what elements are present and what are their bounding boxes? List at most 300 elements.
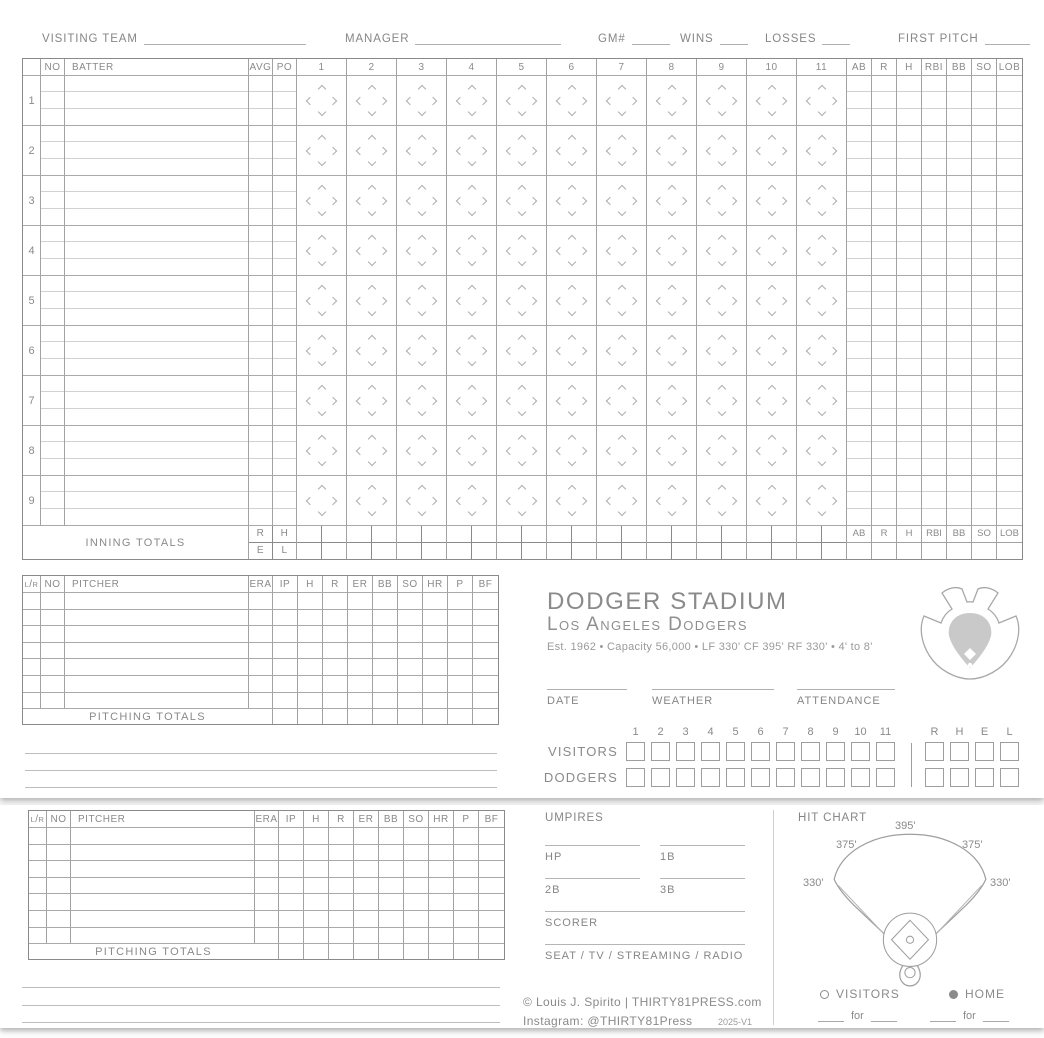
write-in-cell[interactable] xyxy=(922,192,946,208)
inning-scoring-cell[interactable] xyxy=(297,226,347,276)
write-in-cell[interactable] xyxy=(947,276,971,292)
write-in-cell[interactable] xyxy=(897,359,921,375)
inning-scoring-cell[interactable] xyxy=(497,76,547,126)
write-in-cell[interactable] xyxy=(947,159,971,175)
home-legend[interactable] xyxy=(949,987,1005,1001)
write-in-cell[interactable] xyxy=(922,509,946,525)
pitcher-row-cell[interactable] xyxy=(47,861,71,878)
write-in-cell[interactable] xyxy=(65,392,248,408)
pitcher-row-cell[interactable] xyxy=(354,878,379,895)
pitcher-row-cell[interactable] xyxy=(454,828,479,845)
inning-total-cell[interactable] xyxy=(447,543,472,560)
inning-scoring-cell[interactable] xyxy=(297,276,347,326)
pitcher-row-cell[interactable] xyxy=(348,643,373,660)
pitcher-row-cell[interactable] xyxy=(354,911,379,928)
inning-scoring-cell[interactable] xyxy=(347,376,397,426)
pitcher-row-cell[interactable] xyxy=(423,676,448,693)
pitcher-row-cell[interactable] xyxy=(298,643,323,660)
write-in-cell[interactable] xyxy=(872,392,896,408)
write-in-cell[interactable] xyxy=(897,142,921,158)
write-in-cell[interactable] xyxy=(922,259,946,275)
pitcher-row-cell[interactable] xyxy=(398,693,423,710)
wins-line[interactable] xyxy=(720,32,748,45)
write-in-cell[interactable] xyxy=(972,309,996,325)
write-in-cell[interactable] xyxy=(897,76,921,92)
write-in-cell[interactable] xyxy=(947,342,971,358)
pitcher-row-cell[interactable] xyxy=(454,894,479,911)
pitching-total-cell[interactable] xyxy=(329,944,354,959)
pitcher-row-cell[interactable] xyxy=(279,911,304,928)
write-in-cell[interactable] xyxy=(273,442,296,458)
inning-scoring-cell[interactable] xyxy=(347,326,397,376)
inning-score-box[interactable] xyxy=(826,768,845,787)
inning-total-cell[interactable] xyxy=(597,526,622,543)
write-in-cell[interactable] xyxy=(847,226,871,242)
write-in-cell[interactable] xyxy=(972,276,996,292)
write-in-cell[interactable] xyxy=(249,409,272,425)
stat-score-box[interactable] xyxy=(950,768,969,787)
inning-total-cell[interactable] xyxy=(322,543,347,560)
inning-total-cell[interactable] xyxy=(697,526,722,543)
pitcher-row-cell[interactable] xyxy=(273,676,298,693)
write-in-cell[interactable] xyxy=(922,159,946,175)
write-in-cell[interactable] xyxy=(41,409,64,425)
pitching-total-cell[interactable] xyxy=(404,944,429,959)
pitcher-row-cell[interactable] xyxy=(379,894,404,911)
write-in-cell[interactable] xyxy=(897,376,921,392)
write-in-cell[interactable] xyxy=(997,242,1022,258)
write-in-cell[interactable] xyxy=(273,92,296,108)
pitcher-row-cell[interactable] xyxy=(304,911,329,928)
write-in-cell[interactable] xyxy=(947,459,971,475)
write-in-cell[interactable] xyxy=(273,292,296,308)
write-in-cell[interactable] xyxy=(847,409,871,425)
write-in-cell[interactable] xyxy=(872,376,896,392)
write-in-cell[interactable] xyxy=(249,459,272,475)
pitcher-row-cell[interactable] xyxy=(47,845,71,862)
umpire-3b-field[interactable] xyxy=(660,878,745,896)
inning-scoring-cell[interactable] xyxy=(347,226,397,276)
pitcher-row-cell[interactable] xyxy=(473,676,498,693)
losses-line[interactable] xyxy=(822,32,850,45)
write-in-cell[interactable] xyxy=(872,409,896,425)
pitcher-row-cell[interactable] xyxy=(448,676,473,693)
inning-score-box[interactable] xyxy=(726,768,745,787)
inning-scoring-cell[interactable] xyxy=(597,76,647,126)
write-in-cell[interactable] xyxy=(947,376,971,392)
pitcher-row-cell[interactable] xyxy=(23,610,41,627)
pitching-total-cell[interactable] xyxy=(323,709,348,724)
pitcher-row-cell[interactable] xyxy=(348,610,373,627)
write-in-cell[interactable] xyxy=(997,209,1022,225)
pitcher-row-cell[interactable] xyxy=(423,626,448,643)
inning-score-box[interactable] xyxy=(776,768,795,787)
inning-total-cell[interactable] xyxy=(372,526,397,543)
write-in-cell[interactable] xyxy=(249,126,272,142)
write-in-cell[interactable] xyxy=(273,109,296,125)
inning-scoring-cell[interactable] xyxy=(697,326,747,376)
stat-score-box[interactable] xyxy=(975,742,994,761)
inning-scoring-cell[interactable] xyxy=(447,426,497,476)
inning-total-cell[interactable] xyxy=(522,526,547,543)
write-in-cell[interactable] xyxy=(41,442,64,458)
pitcher-row-cell[interactable] xyxy=(448,659,473,676)
pitching-total-cell[interactable] xyxy=(429,944,454,959)
pitcher-row-cell[interactable] xyxy=(255,828,279,845)
inning-scoring-cell[interactable] xyxy=(747,476,797,526)
write-in-cell[interactable] xyxy=(65,326,248,342)
write-in-cell[interactable] xyxy=(249,492,272,508)
pitching-total-cell[interactable] xyxy=(448,709,473,724)
inning-scoring-cell[interactable] xyxy=(747,76,797,126)
pitcher-row-cell[interactable] xyxy=(273,693,298,710)
write-in-cell[interactable] xyxy=(922,359,946,375)
inning-scoring-cell[interactable] xyxy=(397,426,447,476)
inning-total-cell[interactable] xyxy=(497,526,522,543)
inning-total-cell[interactable] xyxy=(672,543,697,560)
write-in-cell[interactable] xyxy=(41,292,64,308)
inning-total-cell[interactable] xyxy=(397,543,422,560)
pitcher-row-cell[interactable] xyxy=(41,626,65,643)
write-in-cell[interactable] xyxy=(41,309,64,325)
write-in-cell[interactable] xyxy=(847,342,871,358)
pitcher-row-cell[interactable] xyxy=(423,593,448,610)
inning-scoring-cell[interactable] xyxy=(447,376,497,426)
pitching-total-cell[interactable] xyxy=(473,709,498,724)
pitcher-row-cell[interactable] xyxy=(323,610,348,627)
write-in-cell[interactable] xyxy=(249,326,272,342)
write-in-cell[interactable] xyxy=(65,142,248,158)
write-in-cell[interactable] xyxy=(997,292,1022,308)
write-in-cell[interactable] xyxy=(947,176,971,192)
pitcher-row-cell[interactable] xyxy=(323,676,348,693)
inning-scoring-cell[interactable] xyxy=(597,276,647,326)
write-in-cell[interactable] xyxy=(897,292,921,308)
write-in-cell[interactable] xyxy=(922,226,946,242)
write-in-cell[interactable] xyxy=(65,226,248,242)
pitcher-row-cell[interactable] xyxy=(255,894,279,911)
write-in-cell[interactable] xyxy=(273,476,296,492)
inning-scoring-cell[interactable] xyxy=(697,126,747,176)
inning-scoring-cell[interactable] xyxy=(447,326,497,376)
pitcher-row-cell[interactable] xyxy=(29,878,47,895)
write-in-cell[interactable] xyxy=(249,442,272,458)
visitors-legend[interactable] xyxy=(820,987,900,1001)
pitcher-row-cell[interactable] xyxy=(423,610,448,627)
write-in-cell[interactable] xyxy=(997,392,1022,408)
inning-scoring-cell[interactable] xyxy=(397,276,447,326)
pitcher-row-cell[interactable] xyxy=(273,593,298,610)
pitcher-row-cell[interactable] xyxy=(373,643,398,660)
write-in-cell[interactable] xyxy=(947,259,971,275)
pitcher-row-cell[interactable] xyxy=(379,878,404,895)
pitcher-row-cell[interactable] xyxy=(47,894,71,911)
write-in-cell[interactable] xyxy=(922,476,946,492)
pitcher-row-cell[interactable] xyxy=(255,878,279,895)
inning-scoring-cell[interactable] xyxy=(797,76,847,126)
pitcher-row-cell[interactable] xyxy=(298,676,323,693)
pitcher-row-cell[interactable] xyxy=(448,643,473,660)
pitcher-row-cell[interactable] xyxy=(348,659,373,676)
pitcher-row-cell[interactable] xyxy=(423,643,448,660)
pitcher-row-cell[interactable] xyxy=(348,593,373,610)
inning-scoring-cell[interactable] xyxy=(547,326,597,376)
inning-scoring-cell[interactable] xyxy=(347,426,397,476)
write-in-cell[interactable] xyxy=(249,276,272,292)
write-in-cell[interactable] xyxy=(897,242,921,258)
pitcher-row-cell[interactable] xyxy=(329,828,354,845)
total-stat-cell[interactable] xyxy=(972,543,996,560)
pitcher-row-cell[interactable] xyxy=(279,878,304,895)
pitcher-row-cell[interactable] xyxy=(29,828,47,845)
inning-scoring-cell[interactable] xyxy=(397,226,447,276)
pitcher-row-cell[interactable] xyxy=(404,911,429,928)
inning-score-box[interactable] xyxy=(751,742,770,761)
inning-total-cell[interactable] xyxy=(347,543,372,560)
write-in-cell[interactable] xyxy=(872,359,896,375)
write-in-cell[interactable] xyxy=(249,342,272,358)
pitcher-row-cell[interactable] xyxy=(379,861,404,878)
pitcher-row-cell[interactable] xyxy=(479,878,504,895)
write-in-cell[interactable] xyxy=(897,226,921,242)
write-in-cell[interactable] xyxy=(847,392,871,408)
pitcher-row-cell[interactable] xyxy=(304,861,329,878)
pitcher-row-cell[interactable] xyxy=(71,828,255,845)
inning-scoring-cell[interactable] xyxy=(797,176,847,226)
pitcher-row-cell[interactable] xyxy=(71,845,255,862)
write-in-cell[interactable] xyxy=(847,426,871,442)
pitcher-row-cell[interactable] xyxy=(479,845,504,862)
visiting-team-line[interactable] xyxy=(144,32,306,45)
write-in-cell[interactable] xyxy=(972,392,996,408)
write-in-cell[interactable] xyxy=(972,159,996,175)
pitcher-row-cell[interactable] xyxy=(304,828,329,845)
write-in-cell[interactable] xyxy=(947,142,971,158)
inning-scoring-cell[interactable] xyxy=(297,126,347,176)
pitcher-row-cell[interactable] xyxy=(373,610,398,627)
write-in-cell[interactable] xyxy=(972,242,996,258)
write-in-cell[interactable] xyxy=(65,76,248,92)
game-number-line[interactable] xyxy=(632,32,670,45)
inning-scoring-cell[interactable] xyxy=(647,126,697,176)
write-in-cell[interactable] xyxy=(897,509,921,525)
write-in-cell[interactable] xyxy=(897,209,921,225)
pitcher-row-cell[interactable] xyxy=(323,643,348,660)
pitcher-row-cell[interactable] xyxy=(479,928,504,945)
write-in-cell[interactable] xyxy=(249,292,272,308)
write-in-cell[interactable] xyxy=(872,226,896,242)
inning-score-box[interactable] xyxy=(651,768,670,787)
pitcher-row-cell[interactable] xyxy=(23,593,41,610)
pitcher-row-cell[interactable] xyxy=(429,878,454,895)
write-in-cell[interactable] xyxy=(922,76,946,92)
inning-scoring-cell[interactable] xyxy=(597,426,647,476)
inning-scoring-cell[interactable] xyxy=(297,476,347,526)
write-in-cell[interactable] xyxy=(972,376,996,392)
pitcher-row-cell[interactable] xyxy=(41,643,65,660)
write-in-cell[interactable] xyxy=(922,292,946,308)
pitcher-row-cell[interactable] xyxy=(41,593,65,610)
pitching-total-cell[interactable] xyxy=(398,709,423,724)
notes-line[interactable] xyxy=(25,753,497,754)
write-in-cell[interactable] xyxy=(41,376,64,392)
write-in-cell[interactable] xyxy=(273,459,296,475)
inning-scoring-cell[interactable] xyxy=(297,426,347,476)
write-in-cell[interactable] xyxy=(997,76,1022,92)
inning-total-cell[interactable] xyxy=(697,543,722,560)
inning-scoring-cell[interactable] xyxy=(647,326,697,376)
inning-total-cell[interactable] xyxy=(347,526,372,543)
pitcher-row-cell[interactable] xyxy=(429,894,454,911)
inning-scoring-cell[interactable] xyxy=(447,76,497,126)
pitching-total-cell[interactable] xyxy=(273,709,298,724)
write-in-cell[interactable] xyxy=(872,309,896,325)
inning-total-cell[interactable] xyxy=(722,526,747,543)
write-in-cell[interactable] xyxy=(872,459,896,475)
pitcher-row-cell[interactable] xyxy=(348,626,373,643)
write-in-cell[interactable] xyxy=(41,126,64,142)
inning-score-box[interactable] xyxy=(776,742,795,761)
inning-total-cell[interactable] xyxy=(472,526,497,543)
pitcher-row-cell[interactable] xyxy=(71,911,255,928)
inning-scoring-cell[interactable] xyxy=(347,476,397,526)
inning-score-box[interactable] xyxy=(701,768,720,787)
write-in-cell[interactable] xyxy=(65,459,248,475)
weather-field[interactable] xyxy=(652,689,774,707)
inning-scoring-cell[interactable] xyxy=(497,326,547,376)
write-in-cell[interactable] xyxy=(273,176,296,192)
pitcher-row-cell[interactable] xyxy=(329,861,354,878)
pitcher-row-cell[interactable] xyxy=(249,610,273,627)
pitcher-row-cell[interactable] xyxy=(448,610,473,627)
total-stat-cell[interactable] xyxy=(997,543,1022,560)
pitcher-row-cell[interactable] xyxy=(41,676,65,693)
inning-scoring-cell[interactable] xyxy=(297,176,347,226)
pitcher-row-cell[interactable] xyxy=(429,845,454,862)
write-in-cell[interactable] xyxy=(65,176,248,192)
write-in-cell[interactable] xyxy=(65,242,248,258)
notes-line[interactable] xyxy=(22,987,500,988)
write-in-cell[interactable] xyxy=(65,276,248,292)
pitcher-row-cell[interactable] xyxy=(479,828,504,845)
inning-total-cell[interactable] xyxy=(647,543,672,560)
pitcher-row-cell[interactable] xyxy=(373,593,398,610)
pitcher-row-cell[interactable] xyxy=(23,626,41,643)
inning-scoring-cell[interactable] xyxy=(547,76,597,126)
inning-scoring-cell[interactable] xyxy=(797,226,847,276)
inning-total-cell[interactable] xyxy=(622,526,647,543)
write-in-cell[interactable] xyxy=(65,492,248,508)
write-in-cell[interactable] xyxy=(65,209,248,225)
pitcher-row-cell[interactable] xyxy=(473,593,498,610)
write-in-cell[interactable] xyxy=(41,92,64,108)
pitcher-row-cell[interactable] xyxy=(65,676,249,693)
write-in-cell[interactable] xyxy=(65,159,248,175)
inning-scoring-cell[interactable] xyxy=(397,376,447,426)
write-in-cell[interactable] xyxy=(997,142,1022,158)
inning-score-box[interactable] xyxy=(726,742,745,761)
write-in-cell[interactable] xyxy=(972,326,996,342)
write-in-cell[interactable] xyxy=(273,309,296,325)
inning-scoring-cell[interactable] xyxy=(597,176,647,226)
write-in-cell[interactable] xyxy=(847,209,871,225)
write-in-cell[interactable] xyxy=(972,142,996,158)
total-stat-cell[interactable] xyxy=(897,543,921,560)
write-in-cell[interactable] xyxy=(922,109,946,125)
write-in-cell[interactable] xyxy=(847,476,871,492)
pitcher-row-cell[interactable] xyxy=(65,693,249,710)
write-in-cell[interactable] xyxy=(997,342,1022,358)
inning-total-cell[interactable] xyxy=(822,543,847,560)
write-in-cell[interactable] xyxy=(847,259,871,275)
pitcher-row-cell[interactable] xyxy=(47,911,71,928)
inning-scoring-cell[interactable] xyxy=(647,276,697,326)
inning-scoring-cell[interactable] xyxy=(297,376,347,426)
write-in-cell[interactable] xyxy=(972,226,996,242)
write-in-cell[interactable] xyxy=(273,209,296,225)
umpire-hp-field[interactable] xyxy=(545,845,640,863)
write-in-cell[interactable] xyxy=(997,459,1022,475)
pitcher-row-cell[interactable] xyxy=(354,828,379,845)
pitching-total-cell[interactable] xyxy=(479,944,504,959)
write-in-cell[interactable] xyxy=(947,209,971,225)
pitcher-row-cell[interactable] xyxy=(29,894,47,911)
write-in-cell[interactable] xyxy=(997,259,1022,275)
pitcher-row-cell[interactable] xyxy=(404,928,429,945)
write-in-cell[interactable] xyxy=(997,326,1022,342)
write-in-cell[interactable] xyxy=(41,359,64,375)
write-in-cell[interactable] xyxy=(273,159,296,175)
pitcher-row-cell[interactable] xyxy=(29,928,47,945)
write-in-cell[interactable] xyxy=(847,309,871,325)
inning-scoring-cell[interactable] xyxy=(747,326,797,376)
write-in-cell[interactable] xyxy=(249,476,272,492)
pitcher-row-cell[interactable] xyxy=(23,676,41,693)
write-in-cell[interactable] xyxy=(972,409,996,425)
write-in-cell[interactable] xyxy=(972,176,996,192)
pitcher-row-cell[interactable] xyxy=(47,878,71,895)
write-in-cell[interactable] xyxy=(947,242,971,258)
inning-total-cell[interactable] xyxy=(747,543,772,560)
inning-scoring-cell[interactable] xyxy=(697,276,747,326)
score-blank-line[interactable] xyxy=(930,1011,956,1022)
write-in-cell[interactable] xyxy=(249,426,272,442)
pitcher-row-cell[interactable] xyxy=(448,626,473,643)
inning-scoring-cell[interactable] xyxy=(697,176,747,226)
write-in-cell[interactable] xyxy=(997,492,1022,508)
write-in-cell[interactable] xyxy=(872,476,896,492)
inning-scoring-cell[interactable] xyxy=(647,176,697,226)
pitcher-row-cell[interactable] xyxy=(473,659,498,676)
write-in-cell[interactable] xyxy=(897,409,921,425)
write-in-cell[interactable] xyxy=(922,276,946,292)
pitcher-row-cell[interactable] xyxy=(398,659,423,676)
pitching-total-cell[interactable] xyxy=(454,944,479,959)
write-in-cell[interactable] xyxy=(847,376,871,392)
write-in-cell[interactable] xyxy=(897,159,921,175)
write-in-cell[interactable] xyxy=(847,359,871,375)
write-in-cell[interactable] xyxy=(922,459,946,475)
write-in-cell[interactable] xyxy=(65,359,248,375)
inning-scoring-cell[interactable] xyxy=(447,476,497,526)
pitcher-row-cell[interactable] xyxy=(279,894,304,911)
inning-total-cell[interactable] xyxy=(497,543,522,560)
write-in-cell[interactable] xyxy=(65,342,248,358)
write-in-cell[interactable] xyxy=(847,442,871,458)
pitcher-row-cell[interactable] xyxy=(279,861,304,878)
pitcher-row-cell[interactable] xyxy=(249,626,273,643)
inning-scoring-cell[interactable] xyxy=(697,376,747,426)
